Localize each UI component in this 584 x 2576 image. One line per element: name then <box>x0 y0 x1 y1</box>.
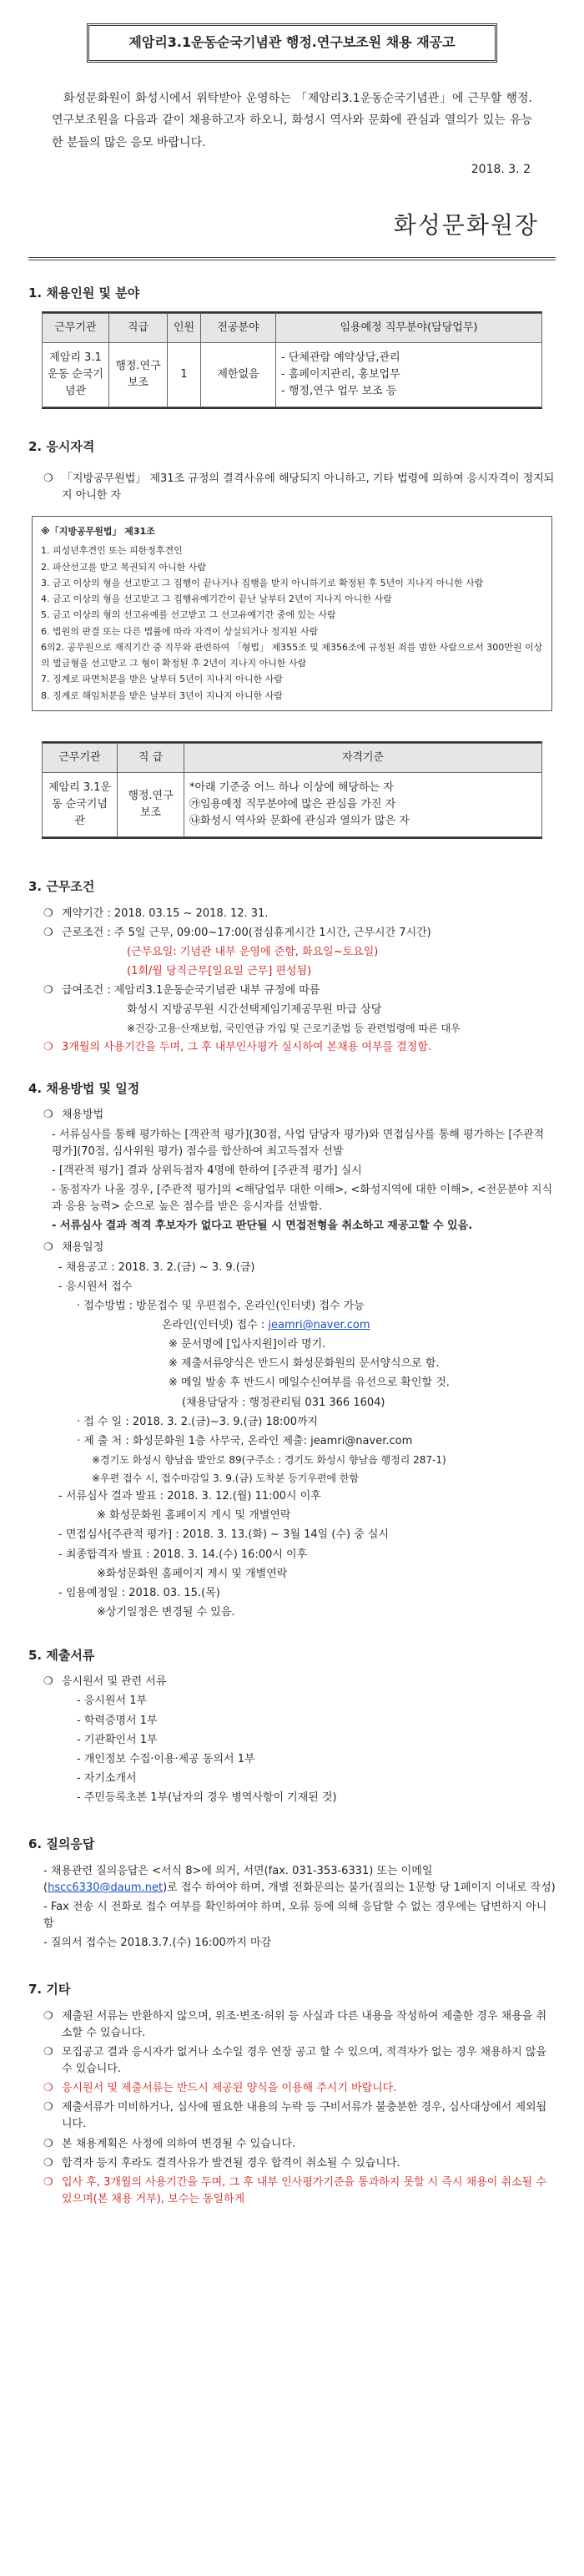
final-result-note: ※화성문화원 홈페이지 게시 및 개별연락 <box>97 1567 288 1580</box>
misc-item <box>43 2008 556 2042</box>
accept-period: · 접 수 일 : 2018. 3. 2.(금)~3. 9.(금) 18:00까지 <box>77 1415 319 1428</box>
hollow-circle-icon: ❍ <box>43 2009 53 2023</box>
misc-item-text: 응시원서 및 제출서류는 반드시 제공된 양식을 이용해 주시기 바랍니다. <box>62 2082 397 2095</box>
hollow-circle-icon: ❍ <box>43 2156 53 2169</box>
duty-line: - 홈페이지관리, 홍보업무 <box>281 368 400 381</box>
document-title: 제암리3.1운동순국기념관 행정.연구보조원 채용 재공고 <box>87 23 497 63</box>
criteria-line: ㉯화성시 역사와 문화에 관심과 열의가 많은 자 <box>189 815 410 828</box>
schedule-title: 채용일정 <box>62 1241 104 1255</box>
law-item: 7. 징계로 파면처분을 받은 날부터 5년이 지나지 아니한 사람 <box>41 674 283 685</box>
hollow-circle-icon: ❍ <box>43 2045 53 2058</box>
misc-item <box>43 2044 556 2078</box>
cell-duties <box>276 343 542 407</box>
misc-item-text: 제출서류가 미비하거나, 심사에 필요한 내용의 누락 등 구비서류가 불충분한 경우, 심사대상에서 제외됩니다. <box>62 2101 547 2131</box>
required-documents <box>28 1674 556 1806</box>
col-header-rank: 직급 <box>109 313 168 342</box>
method-2: - [객관적 평가] 결과 상위득점자 4명에 한하여 [주관적 평가] 실시 <box>52 1164 362 1177</box>
method-1: - 서류심사를 통해 평가하는 [객관적 평가](30점, 사업 담당자 평가)와 면접심사를 통해 평가하는 [주관적 평가](70점, 심사위원 평가) 점수를 합산하여 최고득점자 선발 <box>52 1128 545 1158</box>
qa-line-3: - 질의서 접수는 2018.3.7.(수) 16:00까지 마감 <box>43 1937 272 1950</box>
hollow-circle-icon: ❍ <box>43 1041 53 1053</box>
col-header-count: 인원 <box>168 313 201 342</box>
pay-grade: 화성시 지방공무원 시간선택제임기제공무원 마급 상당 <box>127 1003 382 1017</box>
document-item: - 기관확인서 1부 <box>77 1733 158 1746</box>
method-3: - 동점자가 나올 경우, [주관적 평가]의 <해당업무 대한 이해>, <화성지역에 대한 이해>, <전문분야 지식과 응용 능력> 순으로 높은 점수를 받은 응시자를 선발함. <box>52 1183 553 1214</box>
pay-line <box>43 982 556 999</box>
recruitment-table <box>42 311 542 410</box>
law-item: 6의2. 공무원으로 재직기간 중 직무와 관련하여 「형법」 제355조 및 제356조에 규정된 죄를 범한 사람으로서 300만원 이상의 벌금형을 선고받고 그 형이 확정된 후 2년이 지나지 아니한 사람 <box>41 641 543 669</box>
start-date-note: ※상기일정은 변경될 수 있음. <box>97 1605 235 1619</box>
document-item: - 학력증명서 1부 <box>77 1714 158 1727</box>
misc-item-text: 제출된 서류는 반환하지 않으며, 위조·변조·허위 등 사실과 다른 내용을 작성하여 제출한 경우 채용을 취소할 수 있습니다. <box>62 2009 546 2039</box>
section-1-heading: 1. 채용인원 및 분야 <box>28 285 140 301</box>
misc-item-text: 합격자 등지 후라도 결격사유가 발견될 경우 합격이 취소될 수 있습니다. <box>62 2156 400 2169</box>
law-excerpt-box <box>32 516 552 711</box>
submit-to: · 제 출 처 : 화성문화원 1층 사무국, 온라인 제출: jeamri@naver.com <box>77 1434 413 1447</box>
hollow-circle-icon: ❍ <box>43 1109 53 1122</box>
doc-result: - 서류심사 결과 발표 : 2018. 3. 12.(월) 11:00시 이후 <box>58 1490 321 1503</box>
qa-line-1-b: )로 접수 하여야 하며, 개별 전화문의는 불가(질의는 1문항 당 1페이지 이내로 작성) <box>163 1881 556 1894</box>
law-item: 3. 금고 이상의 형을 선고받고 그 집행이 끝나거나 집행을 받지 아니하기로 확정된 후 5년이 지나지 아니한 사람 <box>41 577 484 588</box>
col-header-criteria: 자격기준 <box>184 743 542 772</box>
qa-email-link[interactable]: hscc6330@daum.net <box>48 1881 164 1894</box>
schedule-accept: - 응시원서 접수 <box>58 1280 133 1293</box>
hours-note-1: (근무요일: 기념관 내부 운영에 준함, 화요일~토요일) <box>127 945 379 958</box>
intro-paragraph: 화성문화원이 화성시에서 위탁받아 운영하는 「제암리3.1운동순국기념관」에 근무할 행정.연구보조원을 다음과 같이 채용하고자 하오니, 화성시 역사와 문화에 관심과 열의가 있는 유능한 분들의 많은 응모 바랍니다. <box>52 91 532 149</box>
law-item: 6. 법원의 판결 또는 다른 법률에 따라 자격이 상실되거나 정지된 사람 <box>41 625 319 637</box>
section-4-heading: 4. 채용방법 및 일정 <box>28 1081 140 1097</box>
online-note-2: ※ 제출서류양식은 반드시 화성문화원의 문서양식으로 함. <box>169 1357 440 1371</box>
schedule-title-line <box>43 1240 556 1256</box>
section-3-heading: 3. 근무조건 <box>28 879 95 895</box>
work-conditions <box>28 906 556 1057</box>
law-item: 8. 징계로 해임처분을 받은 날부터 3년이 지나지 아니한 사람 <box>41 689 283 701</box>
hollow-circle-icon: ❍ <box>43 926 53 939</box>
cell-rank: 행정.연구 보조 <box>118 772 184 836</box>
hollow-circle-icon: ❍ <box>43 907 53 920</box>
probation-text: 3개월의 사용기간을 두며, 그 후 내부인사평가 실시하여 본채용 여부를 결정함. <box>62 1041 432 1053</box>
section-6-heading: 6. 질의응답 <box>28 1836 95 1852</box>
hours-note-2: (1회/월 당직근무[일요일 근무] 편성됨) <box>127 964 312 977</box>
documents-title: 응시원서 및 관련 서류 <box>62 1675 167 1689</box>
criteria-line: ㉮임용예정 직무분야에 많은 관심을 가진 자 <box>189 798 396 811</box>
duty-line: - 행정,연구 업무 보조 등 <box>281 385 397 398</box>
cell-criteria <box>184 772 542 836</box>
hours-text: 근로조건 : 주 5일 근무, 09:00~17:00(점심휴게시간 1시간, 근무시간 7시간) <box>62 926 431 939</box>
online-note-3: ※ 메일 발송 후 반드시 메일수신여부를 유선으로 확인할 것. <box>169 1376 450 1390</box>
method-title: 채용방법 <box>62 1109 104 1122</box>
law-item: 1. 피성년후견인 또는 피한정후견인 <box>41 545 183 557</box>
cell-org: 제암리 3.1운동 순국기념관 <box>43 343 109 407</box>
probation-line <box>43 1039 556 1056</box>
hollow-circle-icon: ❍ <box>43 472 53 485</box>
col-header-rank: 직 급 <box>118 743 184 772</box>
doc-result-note: ※ 화성문화원 홈페이지 게시 및 개별연락 <box>97 1509 291 1523</box>
cell-rank: 행정.연구 보조 <box>109 343 168 407</box>
col-header-major: 전공분야 <box>201 313 276 342</box>
cell-org: 제암리 3.1운동 순국기념관 <box>43 772 118 836</box>
document-item: - 자기소개서 <box>77 1772 137 1786</box>
contract-line <box>43 906 556 922</box>
eligibility-text: 「지방공무원법」 제31조 규정의 결격사유에 해당되지 아니하고, 기타 법령에 의하여 응시자격이 정지되지 아니한 자 <box>62 472 555 502</box>
law-item: 5. 금고 이상의 형의 선고유예를 선고받고 그 선고유예기간 중에 있는 사람 <box>41 609 336 621</box>
misc-item <box>43 2099 556 2133</box>
document-item: - 개인정보 수집·이용·제공 동의서 1부 <box>77 1752 255 1765</box>
hollow-circle-icon: ❍ <box>43 2137 53 2150</box>
online-note-1: ※ 문서명에 [입사지원]이라 명기. <box>169 1338 326 1351</box>
document-item: - 응시원서 1부 <box>77 1695 148 1708</box>
section-5-heading: 5. 제출서류 <box>28 1648 95 1664</box>
accept-method: · 접수방법 : 방문접수 및 우편접수, 온라인(인터넷) 접수 가능 <box>77 1299 365 1312</box>
hollow-circle-icon: ❍ <box>43 2101 53 2114</box>
contract-text: 계약기간 : 2018. 03.15 ~ 2018. 12. 31. <box>62 907 269 920</box>
pay-text: 급여조건 : 제암리3.1운동순국기념관 내부 규정에 따름 <box>62 984 320 998</box>
col-header-duty: 임용예정 직무분야(담당업무) <box>276 313 542 342</box>
qa-line-1 <box>43 1863 556 1897</box>
section-7-heading: 7. 기타 <box>28 1982 71 1998</box>
issuer-name: 화성문화원장 <box>393 211 539 240</box>
misc-item-text: 본 채용계획은 사정에 의하여 변경될 수 있습니다. <box>62 2137 296 2150</box>
table-row <box>43 343 542 407</box>
online-accept-label: 온라인(인터넷) 접수 : <box>162 1318 265 1331</box>
method-title-line <box>43 1107 556 1124</box>
pay-insurance-note: ※건강·고용·산재보험, 국민연금 가입 및 근로기준법 등 관련법령에 따른 대우 <box>127 1023 461 1035</box>
law-item: 4. 금고 이상의 형을 선고받고 그 집행유예기간이 끝난 날부터 2년이 지나지 아니한 사람 <box>41 593 392 604</box>
document-item: - 주민등록초본 1부(남자의 경우 병역사항이 기재된 것) <box>77 1791 337 1805</box>
hollow-circle-icon: ❍ <box>43 2082 53 2095</box>
criteria-line: *아래 기준중 어느 하나 이상에 해당하는 자 <box>189 780 394 794</box>
hollow-circle-icon: ❍ <box>43 984 53 998</box>
interview: - 면접심사[주관적 평가] : 2018. 3. 13.(화) ~ 3월 14일 (수) 중 실시 <box>58 1528 390 1542</box>
col-header-org: 근무기관 <box>43 743 118 772</box>
schedule-notice: - 채용공고 : 2018. 3. 2.(금) ~ 3. 9.(금) <box>58 1260 255 1274</box>
submit-address: ※경기도 화성시 향남읍 발안로 89(구주소 : 경기도 화성시 향남읍 행정리 287-1) <box>92 1453 446 1466</box>
email-link[interactable]: jeamri@naver.com <box>268 1318 370 1331</box>
header-divider <box>28 257 556 260</box>
col-header-org: 근무기관 <box>43 313 109 342</box>
hours-line <box>43 925 556 942</box>
documents-title-line <box>43 1674 556 1690</box>
misc-item <box>43 2174 556 2208</box>
misc-section <box>28 2008 556 2209</box>
start-date: - 임용예정일 : 2018. 03. 15.(목) <box>58 1586 220 1599</box>
section-2-heading: 2. 응시자격 <box>28 439 95 455</box>
law-item: 2. 파산선고를 받고 복권되지 아니한 사람 <box>41 561 206 573</box>
qa-line-2: - Fax 전송 시 전화로 접수 여부를 확인하여야 하며, 오류 등에 의해 응답할 수 없는 경우에는 답변하지 아니함 <box>43 1900 547 1930</box>
duty-line: - 단체관람 예약상담,관리 <box>281 351 400 365</box>
hollow-circle-icon: ❍ <box>43 2175 53 2189</box>
misc-item <box>43 2080 556 2097</box>
hiring-method <box>28 1107 556 1621</box>
hollow-circle-icon: ❍ <box>43 1241 53 1255</box>
notice-date: 2018. 3. 2 <box>471 162 531 176</box>
method-cancel-note: - 서류심사 결과 적격 후보자가 없다고 판단될 시 면접전형을 취소하고 재공고할 수 있음. <box>52 1220 473 1233</box>
eligibility-bullet <box>28 471 556 504</box>
misc-item-text: 모집공고 결과 응시자가 없거나 소수일 경우 연장 공고 할 수 있으며, 적격자가 없는 경우 채용하지 않을 수 있습니다. <box>62 2045 546 2075</box>
table-row <box>43 772 542 836</box>
online-note-4: (채용담당자 : 행정관리팀 031 366 1604) <box>182 1396 385 1409</box>
misc-item <box>43 2155 556 2172</box>
cell-count: 1 <box>168 343 201 407</box>
final-result: - 최종합격자 발표 : 2018. 3. 14.(수) 16:00시 이후 <box>58 1548 308 1561</box>
qa-line-1-a: - 채용관련 질의응답은 <서식 8>에 의거, 서면(fax. 031-353-6331) 또는 이메일( <box>43 1864 433 1894</box>
qualification-table <box>42 741 542 840</box>
online-accept-line <box>43 1317 556 1334</box>
misc-item-text: 입사 후, 3개월의 사용기간을 두며, 그 후 내부 인사평가기준을 통과하지 못할 시 즉시 채용이 취소될 수 있으며(본 채용 거부), 보수는 동일하게 <box>62 2175 546 2205</box>
hollow-circle-icon: ❍ <box>43 1675 53 1689</box>
misc-item <box>43 2136 556 2153</box>
law-title: ※「지방공무원법」 제31조 <box>41 526 155 537</box>
cell-major: 제한없음 <box>201 343 276 407</box>
qa-section <box>28 1863 556 1952</box>
mail-note: ※우편 접수 시, 접수마감일 3. 9.(금) 도착분 등기우편에 한함 <box>92 1472 360 1484</box>
